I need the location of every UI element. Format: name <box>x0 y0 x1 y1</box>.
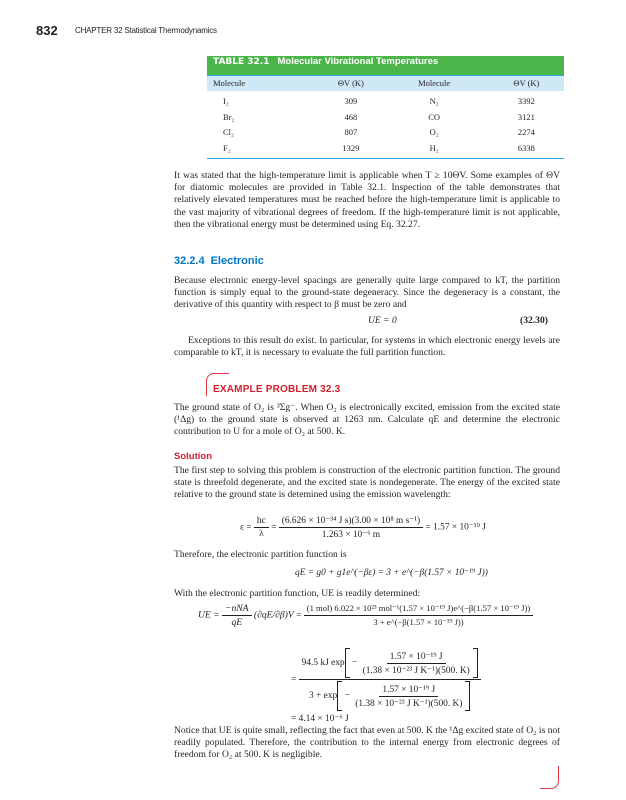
example-title: EXAMPLE PROBLEM 32.3 <box>213 384 341 395</box>
table-row <box>207 110 564 126</box>
fraction-exp <box>299 648 481 711</box>
table-cell: 2274 <box>517 127 535 137</box>
table-cell: 468 <box>344 111 358 122</box>
fraction-substituted <box>304 603 534 628</box>
column-header: Molecule <box>213 78 246 88</box>
equation-number: (32.30) <box>520 315 548 326</box>
denominator: λ <box>259 529 264 539</box>
example-statement: The ground state of O₂ is ³Σg⁻. When O₂ is electronically excited, emission from the excited state (¹Δg) to the ground state is observed at 1263 nm. Calculate qE and determine the electronic contribution to U for a mole of O₂ at 500. K. <box>174 402 560 438</box>
equation-ue-exp: = 94.5 kJ exp − $\frac{\text{1.57 × 10⁻¹⁹ J}}{\text{(1.38 × 10⁻²³ J K⁻¹)(500. K)}}$ 3 + exp − $\frac{\text{1.57 × 10⁻¹⁹ J}}{\text{(1.38 × 10⁻²³ J K⁻¹)(500. K)}}$ <box>291 648 481 711</box>
table-cell: 807 <box>344 127 358 137</box>
table-cell: 6338 <box>517 142 535 153</box>
table-cell: H₂ <box>429 142 439 153</box>
table-header-row <box>207 76 564 91</box>
partial-derivative: (∂qE/∂β)V <box>253 609 294 621</box>
inner-numerator: 1.57 × 10⁻¹⁹ J <box>387 651 446 664</box>
equation-ue: UE = $\frac{\text{−nNA}}{qE}$ (∂qE/∂β)V = (1 mol) 6.022 × 10²³ mol⁻¹(1.57 × 10⁻¹⁹ J)e^(−β(1.57 × 10⁻¹⁹ J)) 3 + e^(−β(1.57 × 10⁻¹⁹ J)) <box>198 603 533 628</box>
table-cell: 3121 <box>517 111 535 122</box>
paragraph-electronic: Because electronic energy-level spacings are generally quite large compared to kT, the partition function is simply equal to the ground-state degeneracy. Since the degeneracy is a constant, the derivative of this quantity with respect to β must be zero and <box>174 275 560 311</box>
table-body <box>207 91 564 159</box>
inner-denominator: (1.38 × 10⁻²³ J K⁻¹)(500. K) <box>362 665 470 676</box>
table-cell: I₂ <box>223 96 229 106</box>
table-cell: CO <box>428 111 441 122</box>
equation-partition-function: qE = g0 + g1e^(−βε) = 3 + e^(−β(1.57 × 10⁻¹⁹ J)) <box>295 568 488 578</box>
eq-result: = 1.57 × 10⁻¹⁹ J <box>425 522 486 533</box>
equation-energy: ε = $\frac{hc}{\lambda}$ = $\frac{\text{(6.626 × 10⁻³⁴ J s)(3.00 × 10⁸ m s⁻¹)}}{\text{1.263 × 10⁻⁶ m}}$ = 1.57 × 10⁻¹⁹ J <box>240 516 486 540</box>
denominator: 3 + exp − $\frac{\text{1.57 × 10⁻¹⁹ J}}{\text{(1.38 × 10⁻²³ J K⁻¹)(500. K)}}$ <box>306 680 473 711</box>
notice-paragraph: Notice that UE is quite small, reflecting the fact that even at 500. K the ¹Δg excited state of O₂ is not readily populated. Therefore, the contribution to the internal energy from electronic degrees of freedom for O₂ at 500. K is negligible. <box>174 725 560 761</box>
denominator: 1.263 × 10⁻⁶ m <box>321 530 381 540</box>
numerator: −nNA <box>222 603 252 616</box>
section-heading <box>174 255 270 267</box>
table-cell: Br₂ <box>223 111 235 122</box>
table-cell: N₂ <box>429 96 439 106</box>
table-cell: 1329 <box>342 142 360 153</box>
vibrational-temperatures-table <box>207 56 564 159</box>
column-header: Molecule <box>418 78 451 88</box>
table-row <box>207 94 564 110</box>
table-cell: 309 <box>344 96 358 106</box>
prefix: 94.5 kJ exp <box>301 658 345 669</box>
column-header: ΘV (K) <box>513 78 540 88</box>
table-cell: O₂ <box>429 127 439 137</box>
example-frame-end <box>540 766 559 789</box>
with-text: With the electronic partition function, UE is readily determined: <box>174 588 421 599</box>
eq-lhs: ε = <box>240 522 252 533</box>
numerator: hc <box>254 516 269 528</box>
therefore-text: Therefore, the electronic partition function is <box>174 549 347 560</box>
numerator: (1 mol) 6.022 × 10²³ mol⁻¹(1.57 × 10⁻¹⁹ J)e^(−β(1.57 × 10⁻¹⁹ J)) <box>304 603 534 616</box>
fraction-nNA-qE <box>222 603 252 628</box>
table-cell: Cl₂ <box>223 127 234 137</box>
table-cell: F₂ <box>223 142 231 153</box>
numerator: 94.5 kJ exp − $\frac{\text{1.57 × 10⁻¹⁹ J}}{\text{(1.38 × 10⁻²³ J K⁻¹)(500. K)}}$ <box>299 648 481 680</box>
table-row <box>207 141 564 157</box>
paragraph-exceptions: Exceptions to this result do exist. In particular, for systems in which electronic energy levels are comparable to kT, it is necessary to evaluate the full partition function. <box>174 335 560 359</box>
page-number: 832 <box>36 23 58 38</box>
inner-numerator: 1.57 × 10⁻¹⁹ J <box>379 684 438 697</box>
equation-result: = 4.14 × 10⁻⁶ J <box>291 714 349 724</box>
table-title: Molecular Vibrational Temperatures <box>277 56 439 67</box>
eq-lhs: UE = <box>198 609 220 621</box>
numerator: (6.626 × 10⁻³⁴ J s)(3.00 × 10⁸ m s⁻¹) <box>279 515 423 528</box>
table-row <box>207 125 564 141</box>
section-number: 32.2.4 <box>174 255 205 267</box>
table-cell: 3392 <box>517 96 535 106</box>
fraction-values <box>279 515 423 540</box>
section-title: Electronic <box>210 255 264 267</box>
inner-denominator: (1.38 × 10⁻²³ J K⁻¹)(500. K) <box>355 698 463 709</box>
table-caption <box>207 56 564 76</box>
table-label: TABLE 32.1 <box>213 57 270 67</box>
solution-heading: Solution <box>174 451 212 462</box>
running-header: CHAPTER 32 Statistical Thermodynamics <box>75 26 217 35</box>
denominator: 3 + e^(−β(1.57 × 10⁻¹⁹ J)) <box>373 617 464 627</box>
equation-ue-zero: UE = 0 <box>368 315 397 326</box>
paragraph-high-temperature-limit: It was stated that the high-temperature limit is applicable when T ≥ 10ΘV. Some examples of ΘV for diatomic molecules are provided in Table 32.1. Inspection of the table demonstrates that relatively elevated temperatures must be reached before the high-temperature limit is applicable to the vast majority of vibrational degrees of freedom. If the high-temperature limit is not applicable, then the vibrational energy must be determined using Eq. 32.27. <box>174 170 560 230</box>
prefix: 3 + exp <box>309 691 338 702</box>
solution-paragraph: The first step to solving this problem is construction of the electronic partition function. The ground state is threefold degenerate, and the excited state is nondegenerate. The energy of the excited state relative to the ground state is detemined using the emission wavelength: <box>174 465 560 501</box>
fraction-hc-lambda <box>254 516 269 539</box>
denominator: qE <box>231 617 243 628</box>
column-header: ΘV (K) <box>337 78 364 88</box>
